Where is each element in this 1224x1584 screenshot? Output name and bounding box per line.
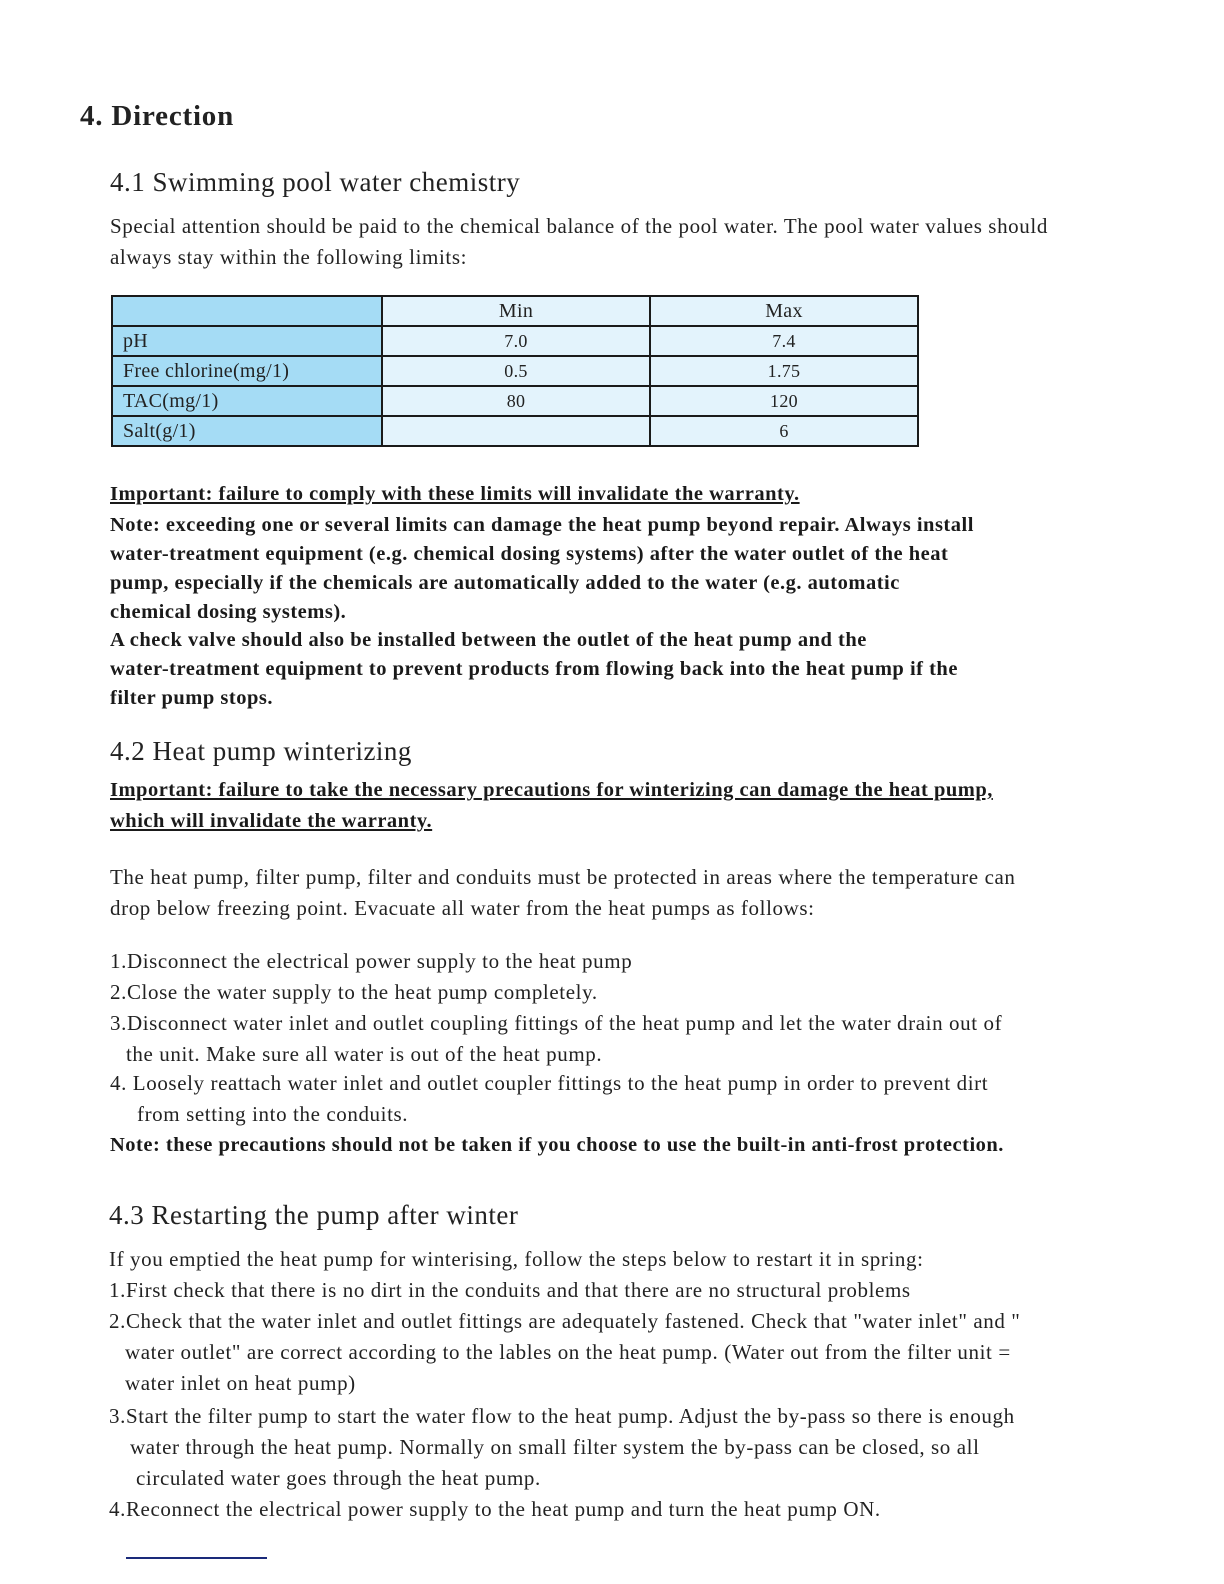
step-line: 2.Close the water supply to the heat pump completely.: [110, 980, 598, 1004]
warranty-warning: Important: failure to take the necessary precautions for winterizing can damage the heat pump,: [110, 779, 993, 801]
step-line: the unit. Make sure all water is out of the heat pump.: [126, 1042, 603, 1066]
step-line: 3.Disconnect water inlet and outlet coupling fittings of the heat pump and let the water drain out of: [110, 1011, 1003, 1035]
table-cell: 1.75: [650, 356, 918, 386]
table-cell: Min: [382, 296, 650, 326]
table-row: [112, 416, 918, 446]
paragraph-line: Special attention should be paid to the chemical balance of the pool water. The pool water values should: [110, 214, 1048, 238]
table-cell: Free chlorine(mg/1): [112, 356, 382, 386]
step-line: water outlet" are correct according to the lables on the heat pump. (Water out from the filter unit =: [125, 1340, 1011, 1364]
table-cell: 7.4: [650, 326, 918, 356]
step-line: 1.Disconnect the electrical power supply to the heat pump: [110, 949, 633, 973]
table-cell: TAC(mg/1): [112, 386, 382, 416]
section-heading: 4.3 Restarting the pump after winter: [109, 1200, 519, 1230]
table-row: [112, 356, 918, 386]
footer-rule: [126, 1557, 267, 1559]
step-line: water through the heat pump. Normally on small filter system the by-pass can be closed, so all: [130, 1435, 980, 1459]
note-line: filter pump stops.: [110, 687, 273, 709]
water-limits-table: [111, 295, 919, 447]
section-heading: 4.1 Swimming pool water chemistry: [110, 167, 521, 197]
table-cell: 80: [382, 386, 650, 416]
table-cell: 7.0: [382, 326, 650, 356]
note-line: A check valve should also be installed between the outlet of the heat pump and the: [110, 629, 867, 651]
section-heading: 4.2 Heat pump winterizing: [110, 736, 412, 766]
step-line: from setting into the conduits.: [137, 1102, 409, 1126]
table-header-row: [112, 296, 918, 326]
table-cell: 120: [650, 386, 918, 416]
warranty-warning: which will invalidate the warranty.: [110, 810, 433, 832]
table-cell: 0.5: [382, 356, 650, 386]
step-line: 3.Start the filter pump to start the water flow to the heat pump. Adjust the by-pass so there is enough: [109, 1404, 1015, 1428]
note-line: pump, especially if the chemicals are automatically added to the water (e.g. automatic: [110, 572, 900, 594]
table-row: [112, 386, 918, 416]
warranty-warning: Important: failure to comply with these limits will invalidate the warranty.: [110, 483, 800, 505]
step-line: 4. Loosely reattach water inlet and outlet coupler fittings to the heat pump in order to prevent dirt: [110, 1071, 989, 1095]
table-cell: Salt(g/1): [112, 416, 382, 446]
note-line: Note: exceeding one or several limits can damage the heat pump beyond repair. Always install: [110, 514, 974, 536]
table-cell: [112, 296, 382, 326]
page-title: 4. Direction: [80, 100, 235, 132]
table-row: [112, 326, 918, 356]
paragraph-line: drop below freezing point. Evacuate all water from the heat pumps as follows:: [110, 896, 815, 920]
step-line: 2.Check that the water inlet and outlet fittings are adequately fastened. Check that "water inlet" and ": [109, 1309, 1021, 1333]
step-line: 4.Reconnect the electrical power supply to the heat pump and turn the heat pump ON.: [109, 1497, 881, 1521]
note-line: water-treatment equipment to prevent products from flowing back into the heat pump if the: [110, 658, 958, 680]
table-cell: 6: [650, 416, 918, 446]
paragraph-line: The heat pump, filter pump, filter and conduits must be protected in areas where the temperature can: [110, 865, 1016, 889]
step-line: circulated water goes through the heat pump.: [136, 1466, 541, 1490]
paragraph-line: always stay within the following limits:: [110, 245, 468, 269]
paragraph-line: If you emptied the heat pump for winterising, follow the steps below to restart it in spring:: [109, 1247, 924, 1271]
note-line: water-treatment equipment (e.g. chemical dosing systems) after the water outlet of the heat: [110, 543, 949, 565]
table-cell: Max: [650, 296, 918, 326]
table-cell: pH: [112, 326, 382, 356]
table-cell: [382, 416, 650, 446]
step-line: water inlet on heat pump): [125, 1371, 356, 1395]
note-line: chemical dosing systems).: [110, 601, 347, 623]
note-line: Note: these precautions should not be taken if you choose to use the built-in anti-frost protection.: [110, 1134, 1004, 1156]
step-line: 1.First check that there is no dirt in the conduits and that there are no structural problems: [109, 1278, 911, 1302]
